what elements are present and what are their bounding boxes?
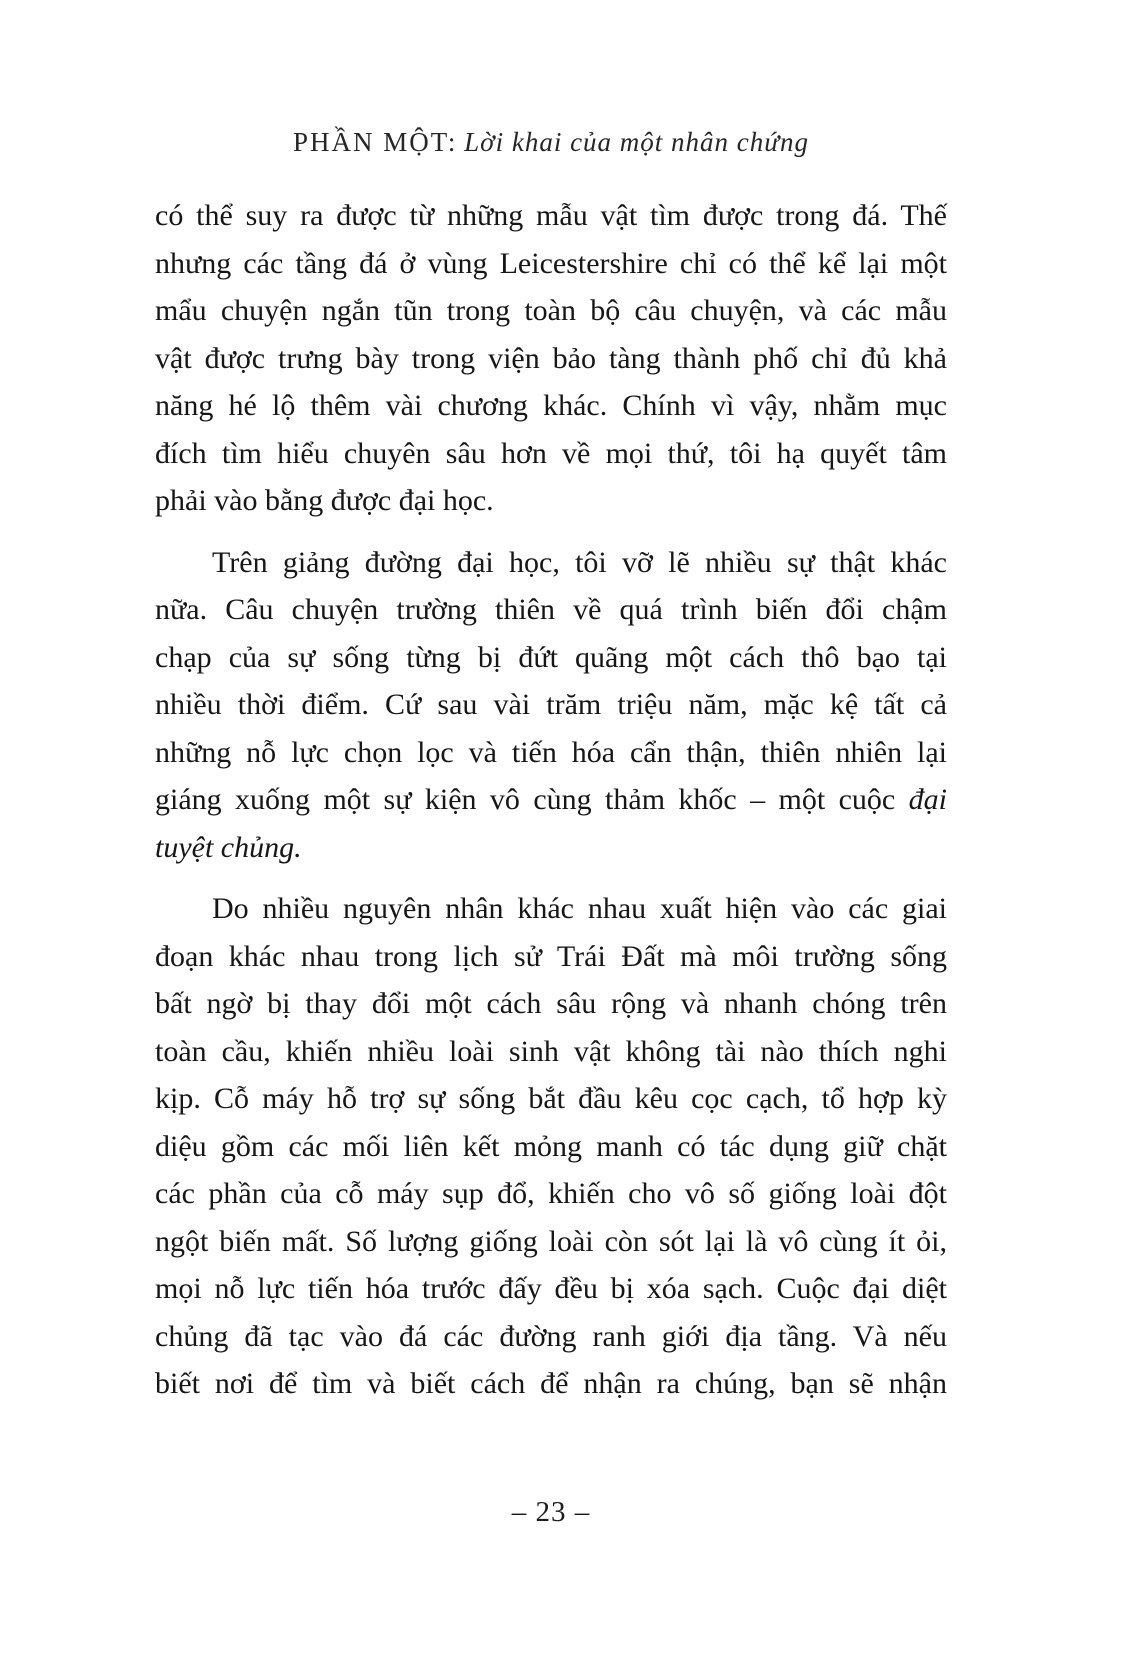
text-line: những nỗ lực chọn lọc và tiến hóa cẩn thận, thiên nhiên lại <box>155 735 947 769</box>
text-line: chủng đã tạc vào đá các đường ranh giới địa tầng. Và nếu <box>155 1319 947 1353</box>
text-line <box>155 824 947 872</box>
part-title: Lời khai của một nhân chứng <box>464 127 810 157</box>
text-line: bất ngờ bị thay đổi một cách sâu rộng và nhanh chóng trên <box>155 987 947 1020</box>
text-line: Do nhiều nguyên nhân khác nhau xuất hiện vào các giai <box>212 892 947 925</box>
text-line: kịp. Cỗ máy hỗ trợ sự sống bắt đầu kêu cọc cạch, tổ hợp kỳ <box>155 1082 947 1115</box>
text-line: nữa. Câu chuyện trường thiên về quá trình biến đổi chậm <box>155 593 947 626</box>
text-line: năng hé lộ thêm vài chương khác. Chính vì vậy, nhằm mục <box>155 389 947 422</box>
body-text <box>155 192 947 1408</box>
text-line: mọi nỗ lực tiến hóa trước đấy đều bị xóa sạch. Cuộc đại diệt <box>155 1272 947 1305</box>
text-line: có thể suy ra được từ những mẫu vật tìm được trong đá. Thế <box>155 199 947 232</box>
text-line: chạp của sự sống từng bị đứt quãng một cách thô bạo tại <box>155 640 947 674</box>
text-line: diệu gồm các mối liên kết mỏng manh có tác dụng giữ chặt <box>155 1129 947 1163</box>
text-segment: giáng xuống một sự kiện vô cùng thảm khốc – một cuộc <box>155 783 909 816</box>
text-line <box>155 776 947 824</box>
text-line: Trên giảng đường đại học, tôi vỡ lẽ nhiều sự thật khác <box>212 545 947 579</box>
text-line: đích tìm hiểu chuyên sâu hơn về mọi thứ, tôi hạ quyết tâm <box>155 436 947 470</box>
text-line: biết nơi để tìm và biết cách để nhận ra chúng, bạn sẽ nhận <box>155 1367 947 1400</box>
text-line: nhiều thời điểm. Cứ sau vài trăm triệu năm, mặc kệ tất cả <box>155 688 947 721</box>
paragraph-1 <box>155 192 947 525</box>
page-number-text: – 23 – <box>511 1496 591 1528</box>
part-label: PHẦN MỘT: <box>292 127 458 157</box>
text-line: nhưng các tầng đá ở vùng Leicestershire chỉ có thể kể lại một <box>155 246 947 280</box>
italic-text-segment: tuyệt chủng. <box>155 830 302 864</box>
text-line: phải vào bằng được đại học. <box>155 484 494 517</box>
italic-text-segment: đại <box>908 783 947 816</box>
text-line: các phần của cỗ máy sụp đổ, khiến cho vô số giống loài đột <box>155 1177 947 1210</box>
text-line: đoạn khác nhau trong lịch sử Trái Đất mà môi trường sống <box>155 939 947 973</box>
paragraph-3 <box>155 885 947 1408</box>
text-line: vật được trưng bày trong viện bảo tàng thành phố chỉ đủ khả <box>155 341 947 375</box>
paragraph-2 <box>155 539 947 872</box>
page-number <box>155 1492 947 1532</box>
running-header <box>155 124 947 160</box>
text-line: mẩu chuyện ngắn tũn trong toàn bộ câu chuyện, và các mẫu <box>155 294 947 327</box>
text-line: ngột biến mất. Số lượng giống loài còn sót lại là vô cùng ít ỏi, <box>155 1224 947 1258</box>
text-line: toàn cầu, khiến nhiều loài sinh vật không tài nào thích nghi <box>155 1034 947 1068</box>
